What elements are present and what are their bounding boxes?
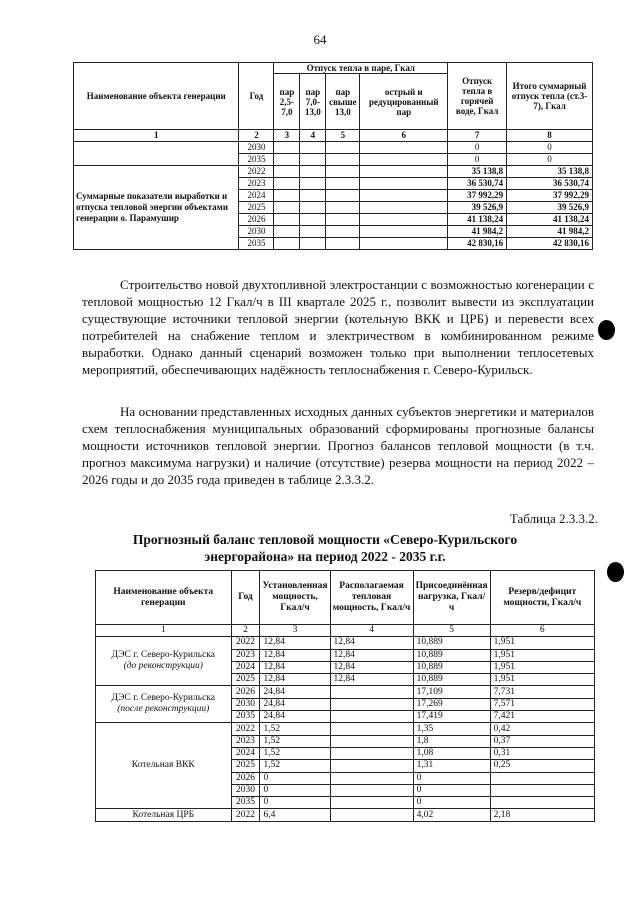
year-cell: 2026 (231, 772, 260, 784)
year-cell: 2035 (231, 711, 260, 723)
connected-cell: 0 (413, 772, 490, 784)
connected-cell: 17,269 (413, 698, 490, 710)
hot-water-cell: 0 (448, 142, 507, 154)
heat-output-table (73, 62, 593, 250)
reserve-cell: 7,731 (490, 686, 594, 698)
summary-label: Суммарные показатели выработки и отпуска тепловой энергии объектами генерации о. Парамушир (74, 166, 239, 250)
table-row (96, 686, 595, 698)
available-cell (330, 747, 413, 759)
available-cell: 12,84 (330, 649, 413, 661)
available-cell (330, 698, 413, 710)
table-title: Прогнозный баланс тепловой мощности «Северо-Курильского энергорайона» на период 2022 - 2035 г.г. (132, 532, 518, 564)
available-cell (330, 711, 413, 723)
available-cell (330, 760, 413, 772)
col-year-header: Год (239, 63, 274, 130)
connected-cell: 10,889 (413, 637, 490, 649)
index-cell: 3 (260, 625, 330, 637)
year-cell: 2030 (231, 784, 260, 796)
index-cell: 5 (326, 130, 360, 142)
hot-water-cell: 41 984,2 (448, 226, 507, 238)
connected-cell: 1,35 (413, 723, 490, 735)
reserve-cell: 1,951 (490, 674, 594, 686)
binder-hole-icon (607, 562, 624, 582)
object-name-cell (96, 637, 232, 686)
reserve-cell: 0,31 (490, 747, 594, 759)
year-cell: 2024 (231, 747, 260, 759)
object-note: (после реконструкции) (117, 704, 210, 715)
reserve-cell: 0,25 (490, 760, 594, 772)
available-cell (330, 797, 413, 809)
reserve-cell: 7,571 (490, 698, 594, 710)
total-cell: 36 530,74 (507, 178, 593, 190)
available-cell (330, 686, 413, 698)
connected-cell: 1,08 (413, 747, 490, 759)
paragraph: На основании представленных исходных данных субъектов энергетики и материалов схем теплоснабжения муниципальных образований сформированы прогнозные балансы мощности источников тепловой энергии. Прогноз балансов тепловой мощности (в т.ч. прогноз максимума нагрузки) и наличие (отсутствие) резерва мощности на период 2022 – 2026 годы и до 2035 года приведен в таблице 2.3.3.2. (82, 404, 594, 487)
year-cell: 2024 (231, 661, 260, 673)
connected-cell: 17,419 (413, 711, 490, 723)
installed-cell: 0 (260, 772, 330, 784)
year-cell: 2023 (239, 178, 274, 190)
col-steam-header: пар 7,0-13,0 (300, 74, 326, 130)
table-row (96, 809, 595, 821)
available-cell (330, 735, 413, 747)
total-cell: 35 138,8 (507, 166, 593, 178)
reserve-cell: 1,951 (490, 661, 594, 673)
total-cell: 37 992,29 (507, 190, 593, 202)
index-cell: 6 (360, 130, 448, 142)
available-cell: 12,84 (330, 661, 413, 673)
total-cell: 41 138,24 (507, 214, 593, 226)
object-name: ДЭС г. Северо-Курильска (111, 650, 215, 661)
index-row (96, 625, 595, 637)
reserve-cell (490, 772, 594, 784)
object-name: ДЭС г. Северо-Курильска (111, 693, 215, 704)
table-row (96, 723, 595, 735)
paragraph: Строительство новой двухтопливной электростанции с возможностью когенерации с тепловой мощностью 12 Гкал/ч в III квартале 2025 г., позволит вывести из эксплуатации существующие источники тепловой энергии (котельную ВКК и ЦРБ) и перевести всех потребителей на снабжение теплом и электричеством в комбинированном режиме выработки. Однако данный сценарий возможен только при выполнении теплосетевых мероприятий, обеспечивающих надёжность теплоснабжения г. Северо-Курильск. (82, 277, 594, 377)
connected-cell: 17,109 (413, 686, 490, 698)
index-cell: 8 (507, 130, 593, 142)
installed-cell: 24,84 (260, 686, 330, 698)
reserve-cell: 0,42 (490, 723, 594, 735)
col-installed-header: Установленная мощность, Гкал/ч (260, 571, 330, 625)
col-reserve-header: Резерв/дефицит мощности, Гкал/ч (490, 571, 594, 625)
col-year-header: Год (231, 571, 260, 625)
reserve-cell: 7,421 (490, 711, 594, 723)
year-cell: 2030 (239, 226, 274, 238)
hot-water-cell: 39 526,9 (448, 202, 507, 214)
col-available-header: Располагаемая тепловая мощность, Гкал/ч (330, 571, 413, 625)
year-cell: 2026 (239, 214, 274, 226)
available-cell (330, 784, 413, 796)
binder-hole-icon (598, 320, 615, 340)
index-cell: 2 (231, 625, 260, 637)
heat-balance-table (95, 570, 595, 822)
hot-water-cell: 36 530,74 (448, 178, 507, 190)
object-name-cell (96, 809, 232, 821)
year-cell: 2035 (231, 797, 260, 809)
total-cell: 0 (507, 154, 593, 166)
table-row (74, 166, 593, 178)
installed-cell: 1,52 (260, 747, 330, 759)
reserve-cell: 0,37 (490, 735, 594, 747)
hot-water-cell: 0 (448, 154, 507, 166)
index-cell: 1 (96, 625, 232, 637)
col-total-header: Итого суммарный отпуск тепла (ст.3-7), Гкал (507, 63, 593, 130)
year-cell: 2026 (231, 686, 260, 698)
installed-cell: 12,84 (260, 674, 330, 686)
year-cell: 2022 (231, 637, 260, 649)
installed-cell: 6,4 (260, 809, 330, 821)
available-cell: 12,84 (330, 674, 413, 686)
year-cell: 2035 (239, 238, 274, 250)
available-cell (330, 809, 413, 821)
installed-cell: 24,84 (260, 698, 330, 710)
year-cell: 2023 (231, 735, 260, 747)
total-cell: 0 (507, 142, 593, 154)
year-cell: 2023 (231, 649, 260, 661)
col-steam-header: пар свыше 13,0 (326, 74, 360, 130)
col-name-header: Наименование объекта генерации (96, 571, 232, 625)
connected-cell: 10,889 (413, 661, 490, 673)
hot-water-cell: 42 830,16 (448, 238, 507, 250)
table-row (74, 142, 593, 154)
year-cell: 2030 (231, 698, 260, 710)
year-cell: 2030 (239, 142, 274, 154)
installed-cell: 12,84 (260, 637, 330, 649)
index-cell: 2 (239, 130, 274, 142)
hot-water-cell: 35 138,8 (448, 166, 507, 178)
installed-cell: 0 (260, 797, 330, 809)
col-hot-water-header: Отпуск тепла в горячей воде, Гкал (448, 63, 507, 130)
available-cell (330, 772, 413, 784)
installed-cell: 1,52 (260, 760, 330, 772)
col-steam-header: пар 2,5-7,0 (274, 74, 300, 130)
available-cell: 12,84 (330, 637, 413, 649)
connected-cell: 4,02 (413, 809, 490, 821)
reserve-cell: 2,18 (490, 809, 594, 821)
year-cell: 2024 (239, 190, 274, 202)
object-name-cell (96, 723, 232, 809)
reserve-cell: 1,951 (490, 649, 594, 661)
index-cell: 1 (74, 130, 239, 142)
object-name: Котельная ЦРБ (132, 809, 195, 820)
connected-cell: 0 (413, 797, 490, 809)
installed-cell: 0 (260, 784, 330, 796)
object-note: (до реконструкции) (123, 661, 203, 672)
installed-cell: 12,84 (260, 649, 330, 661)
year-cell: 2025 (231, 674, 260, 686)
year-cell: 2025 (231, 760, 260, 772)
hot-water-cell: 37 992,29 (448, 190, 507, 202)
installed-cell: 12,84 (260, 661, 330, 673)
col-connected-header: Присоединённая нагрузка, Гкал/ч (413, 571, 490, 625)
table-caption: Таблица 2.3.3.2. (509, 511, 598, 526)
available-cell (330, 723, 413, 735)
connected-cell: 0 (413, 784, 490, 796)
reserve-cell (490, 797, 594, 809)
year-cell: 2025 (239, 202, 274, 214)
index-cell: 7 (448, 130, 507, 142)
index-cell: 3 (274, 130, 300, 142)
connected-cell: 1,31 (413, 760, 490, 772)
page-number: 64 (313, 32, 327, 47)
index-cell: 4 (300, 130, 326, 142)
reserve-cell (490, 784, 594, 796)
index-cell: 6 (490, 625, 594, 637)
index-row (74, 130, 593, 142)
index-cell: 5 (413, 625, 490, 637)
total-cell: 39 526,9 (507, 202, 593, 214)
connected-cell: 10,889 (413, 674, 490, 686)
total-cell: 41 984,2 (507, 226, 593, 238)
object-name: Котельная ВКК (131, 760, 195, 771)
reserve-cell: 1,951 (490, 637, 594, 649)
connected-cell: 10,889 (413, 649, 490, 661)
year-cell: 2022 (239, 166, 274, 178)
hot-water-cell: 41 138,24 (448, 214, 507, 226)
total-cell: 42 830,16 (507, 238, 593, 250)
object-name-cell (96, 686, 232, 723)
index-cell: 4 (330, 625, 413, 637)
installed-cell: 24,84 (260, 711, 330, 723)
year-cell: 2022 (231, 809, 260, 821)
installed-cell: 1,52 (260, 735, 330, 747)
connected-cell: 1,8 (413, 735, 490, 747)
installed-cell: 1,52 (260, 723, 330, 735)
steam-group-header: Отпуск тепла в паре, Гкал (274, 63, 448, 74)
year-cell: 2035 (239, 154, 274, 166)
col-name-header: Наименование объекта генерации (74, 63, 239, 130)
col-steam-header: острый и редуцированный пар (360, 74, 448, 130)
year-cell: 2022 (231, 723, 260, 735)
table-row (96, 637, 595, 649)
